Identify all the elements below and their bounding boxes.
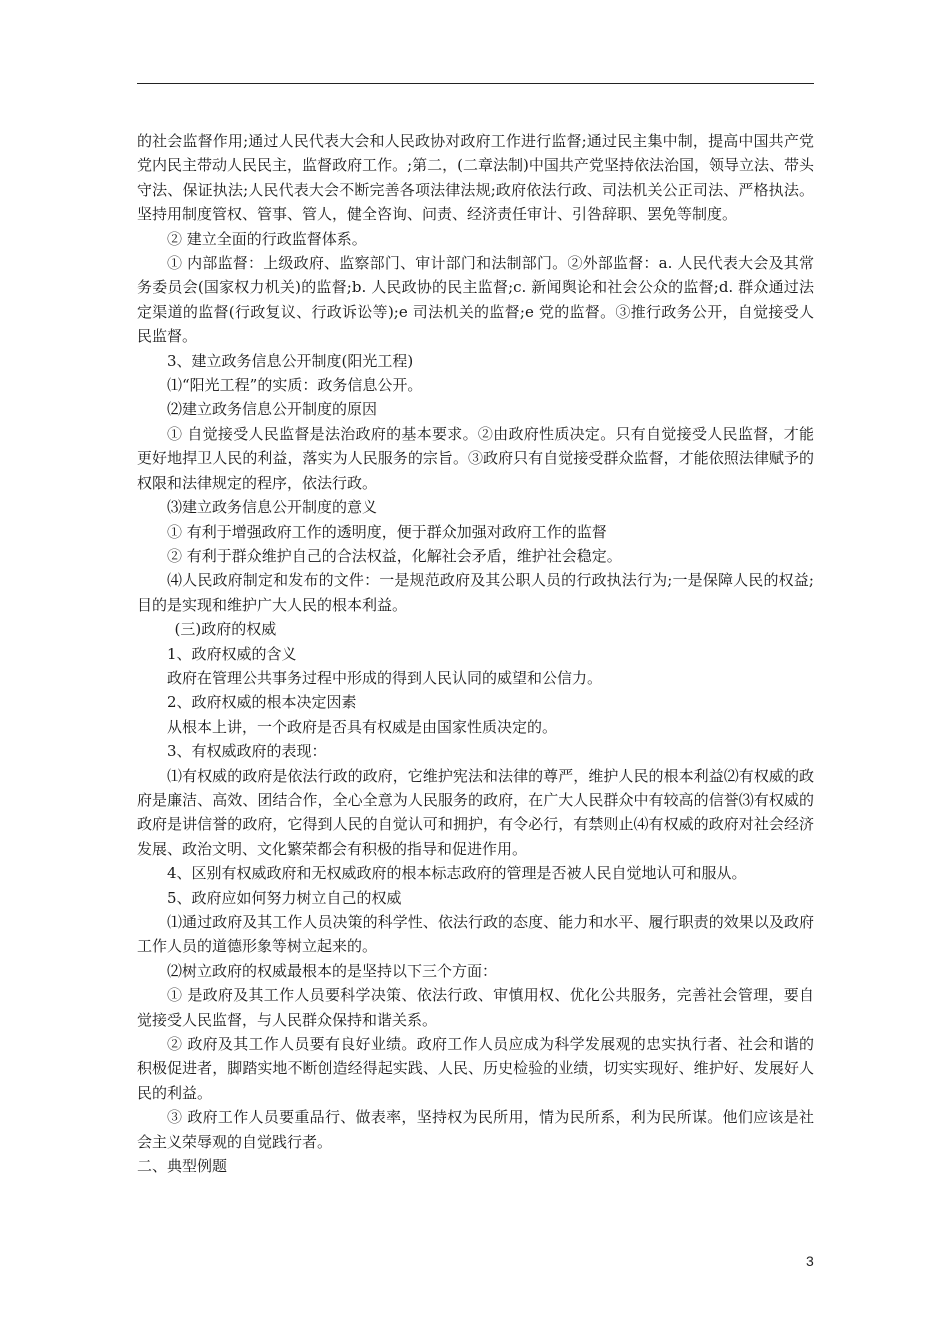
page-number: 3	[806, 1253, 814, 1269]
paragraph: ⑴通过政府及其工作人员决策的科学性、依法行政的态度、能力和水平、履行职责的效果以及政府工作人员的道德形象等树立起来的。	[137, 913, 814, 956]
paragraph: ② 建立全面的行政监督体系。	[167, 229, 367, 248]
section-heading: 二、典型例题	[137, 1157, 228, 1176]
paragraph: ① 内部监督：上级政府、监察部门、审计部门和法制部门。②外部监督：a. 人民代表大会及其常务委员会(国家权力机关)的监督;b. 人民政协的民主监督;c. 新闻舆论和社会公众的监督;d. 群众通过法定渠道的监督(行政复议、行政诉讼等);e 司法机关的监督;e 党的监督。③推行政务公开，自觉接受人民监督。	[137, 254, 814, 346]
paragraph: 4、区别有权威政府和无权威政府的根本标志政府的管理是否被人民自觉地认可和服从。	[167, 864, 747, 883]
paragraph: 3、建立政务信息公开制度(阳光工程)	[167, 351, 414, 370]
paragraph: ⑴“阳光工程”的实质：政务信息公开。	[167, 376, 423, 395]
paragraph: 5、政府应如何努力树立自己的权威	[167, 888, 402, 907]
paragraph: ⑷人民政府制定和发布的文件：一是规范政府及其公职人员的行政执法行为;一是保障人民的权益;目的是实现和维护广大人民的根本利益。	[137, 571, 814, 614]
paragraph: 的社会监督作用;通过人民代表大会和人民政协对政府工作进行监督;通过民主集中制，提高中国共产党党内民主带动人民民主，监督政府工作。;第二，(二章法制)中国共产党坚持依法治国，领导立法、带头守法、保证执法;人民代表大会不断完善各项法律法规;政府依法行政、司法机关公正司法、严格执法。坚持用制度管权、管事、管人，健全咨询、问责、经济责任审计、引咎辞职、罢免等制度。	[137, 132, 814, 224]
document-body	[137, 129, 814, 1178]
paragraph: ② 有利于群众维护自己的合法权益，化解社会矛盾，维护社会稳定。	[167, 546, 622, 565]
paragraph: ② 政府及其工作人员要有良好业绩。政府工作人员应成为科学发展观的忠实执行者、社会和谐的积极促进者，脚踏实地不断创造经得起实践、人民、历史检验的业绩，切实实现好、维护好、发展好人民的利益。	[137, 1035, 814, 1102]
paragraph: ① 有利于增强政府工作的透明度，便于群众加强对政府工作的监督	[167, 522, 607, 541]
paragraph: 2、政府权威的根本决定因素	[167, 693, 357, 712]
paragraph: 3、有权威政府的表现：	[167, 742, 327, 761]
paragraph: 1、政府权威的含义	[167, 644, 297, 663]
paragraph: ⑵建立政务信息公开制度的原因	[167, 400, 378, 419]
paragraph: ⑵树立政府的权威最根本的是坚持以下三个方面：	[167, 961, 498, 980]
paragraph: ③ 政府工作人员要重品行、做表率，坚持权为民所用，情为民所系，利为民所谋。他们应该是社会主义荣辱观的自觉践行者。	[137, 1108, 814, 1151]
paragraph: ⑴有权威的政府是依法行政的政府，它维护宪法和法律的尊严，维护人民的根本利益⑵有权威的政府是廉洁、高效、团结合作，全心全意为人民服务的政府，在广大人民群众中有较高的信誉⑶有权威的政府是讲信誉的政府，它得到人民的自觉认可和拥护，有令必行，有禁则止⑷有权威的政府对社会经济发展、政治文明、文化繁荣都会有积极的指导和促进作用。	[137, 766, 814, 858]
paragraph: ⑶建立政务信息公开制度的意义	[167, 498, 378, 517]
header-rule	[137, 83, 814, 84]
paragraph: 从根本上讲，一个政府是否具有权威是由国家性质决定的。	[167, 717, 558, 736]
paragraph: ① 自觉接受人民监督是法治政府的基本要求。②由政府性质决定。只有自觉接受人民监督，才能更好地捍卫人民的利益，落实为人民服务的宗旨。③政府只有自觉接受群众监督，才能依照法律赋予的权限和法律规定的程序，依法行政。	[137, 424, 814, 492]
paragraph: (三)政府的权威	[174, 620, 277, 639]
paragraph: ① 是政府及其工作人员要科学决策、依法行政、审慎用权、优化公共服务，完善社会管理，要自觉接受人民监督，与人民群众保持和谐关系。	[137, 986, 814, 1029]
paragraph: 政府在管理公共事务过程中形成的得到人民认同的威望和公信力。	[167, 668, 603, 687]
